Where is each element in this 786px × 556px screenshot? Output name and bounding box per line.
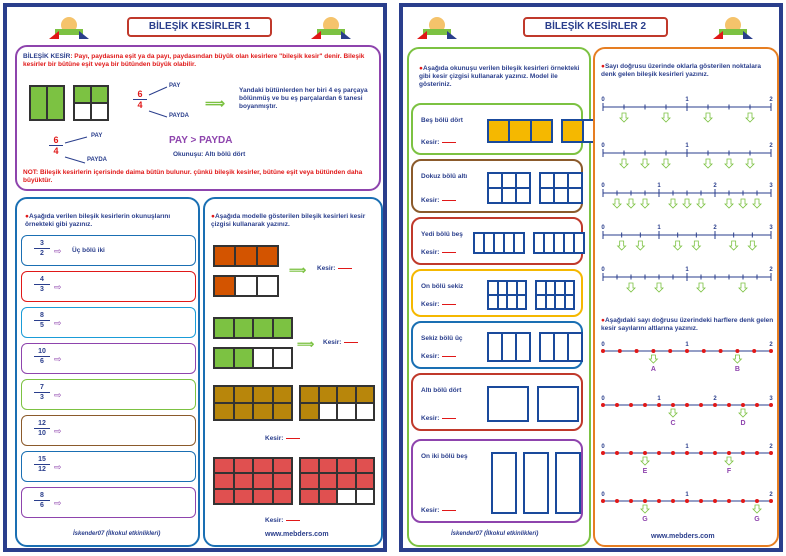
fraction-row[interactable] — [21, 379, 196, 410]
number-lines — [595, 49, 781, 549]
exercise-item — [411, 217, 583, 265]
point — [719, 349, 723, 353]
mascot-right-icon — [709, 13, 757, 43]
pointer-lines — [147, 83, 171, 123]
point — [702, 349, 706, 353]
arrow-icon: ⇨ — [54, 390, 62, 400]
mascot-left-icon — [45, 13, 93, 43]
arrow-icon: ⇨ — [54, 354, 62, 364]
arrow-icon: ⇨ — [54, 498, 62, 508]
fraction: 10 6 — [34, 348, 50, 365]
green-arrow-icon — [683, 199, 691, 208]
point — [752, 349, 756, 353]
point — [727, 451, 731, 455]
model-green-2 — [213, 347, 293, 369]
green-arrow-icon — [669, 409, 677, 417]
tick-label: 3 — [769, 225, 773, 231]
tick-label: 2 — [769, 342, 773, 348]
kesir-answer[interactable]: Kesir: — [421, 301, 456, 308]
tick-label: 0 — [601, 267, 605, 273]
point — [643, 451, 647, 455]
kesir-answer[interactable]: Kesir: — [421, 353, 456, 360]
tick-label: 0 — [601, 492, 605, 498]
tick-label: 1 — [657, 183, 661, 189]
point — [699, 451, 703, 455]
item-label: Beş bölü dört — [421, 117, 463, 124]
model-orange-2 — [213, 275, 279, 297]
fraction-row[interactable] — [21, 235, 196, 266]
point — [671, 499, 675, 503]
point — [741, 403, 745, 407]
item-label: Yedi bölü beş — [421, 231, 463, 238]
green-arrow-icon — [739, 283, 747, 292]
point — [629, 499, 633, 503]
point — [601, 451, 605, 455]
item-label: Altı bölü dört — [421, 387, 462, 394]
kesir-answer[interactable]: Kesir: — [421, 507, 456, 514]
exercise-item — [411, 439, 583, 523]
point-letter: A — [650, 366, 656, 373]
fraction-model — [473, 232, 525, 254]
pay-label: PAY — [169, 83, 181, 89]
definition-text: BİLEŞİK KESİR: Payı, paydasına eşit ya da payı, paydasından büyük olan kesirlere "bileşik kesir" denir. Bileşik kesirler bir bütüne eşit veya bir bütünden büyük olabilir. — [23, 53, 365, 68]
green-arrow-icon — [641, 199, 649, 208]
green-arrow-icon — [725, 159, 733, 168]
green-arrow-icon — [725, 199, 733, 208]
pay-payda-rule: PAY > PAYDA — [169, 135, 233, 146]
green-arrow-icon — [613, 199, 621, 208]
green-arrow-icon — [674, 241, 682, 250]
tick-label: 1 — [685, 492, 689, 498]
tick-label: 0 — [601, 97, 605, 103]
right-instruction-2: ●Aşağıdaki sayı doğrusu üzerindeki harflere denk gelen kesir sayılarını altlarına yazınız. — [601, 317, 774, 332]
footer-website: www.mebders.com — [265, 531, 329, 538]
point — [699, 499, 703, 503]
fraction-model — [487, 119, 553, 143]
point — [601, 349, 605, 353]
item-label: Dokuz bölü altı — [421, 173, 468, 180]
point — [727, 499, 731, 503]
footer-website: www.mebders.com — [651, 533, 715, 540]
fraction-model — [533, 232, 585, 254]
page-title: BİLEŞİK KESİRLER 2 — [523, 17, 668, 37]
kesir-answer-4[interactable]: Kesir: — [265, 517, 300, 524]
green-arrow-icon — [641, 159, 649, 168]
point — [713, 403, 717, 407]
fraction: 8 6 — [34, 492, 50, 509]
tick-label: 2 — [769, 444, 773, 450]
point — [769, 499, 773, 503]
tick-label: 2 — [769, 267, 773, 273]
green-arrow-icon — [748, 241, 756, 250]
item-label: On bölü sekiz — [421, 283, 464, 290]
tick-label: 3 — [769, 183, 773, 189]
point — [769, 451, 773, 455]
arrow-icon: ⇨ — [54, 282, 62, 292]
tick-label: 0 — [601, 396, 605, 402]
model-green-1 — [213, 317, 293, 339]
point-letter: G — [754, 516, 760, 523]
tick-label: 1 — [657, 396, 661, 402]
tick-label: 2 — [713, 183, 717, 189]
point-letter: C — [670, 420, 676, 427]
green-arrow-icon — [641, 457, 649, 465]
green-arrow-icon — [746, 113, 754, 122]
green-arrow-icon — [739, 409, 747, 417]
point — [685, 499, 689, 503]
fraction-model — [555, 452, 581, 514]
definition-box — [15, 45, 381, 191]
fraction-model — [539, 332, 583, 362]
green-arrow-icon — [655, 283, 663, 292]
whole-model-1 — [29, 85, 65, 121]
tick-label: 2 — [769, 143, 773, 149]
footer-author: İskender07 (İlkokul etkinlikleri) — [451, 531, 539, 537]
explain-text: Yandaki bütünlerden her biri 4 eş parçaya bölünmüş ve bu eş parçalardan 6 tanesi boyanmıştır. — [239, 87, 368, 110]
example-fraction: 6 4 — [49, 135, 63, 156]
fraction-row[interactable] — [21, 451, 196, 482]
tick-label: 2 — [713, 225, 717, 231]
fraction-model — [537, 386, 579, 422]
exercise-item — [411, 159, 583, 213]
right-instruction: ●Sayı doğrusu üzerinde oklarla gösterilen noktalara denk gelen bileşik kesirleri yazınız. — [601, 63, 761, 78]
fraction: 7 3 — [34, 384, 50, 401]
point — [685, 349, 689, 353]
green-arrow-icon — [662, 113, 670, 122]
exercise-item — [411, 103, 583, 155]
tick-label: 1 — [685, 267, 689, 273]
tick-label: 2 — [713, 396, 717, 402]
page-title: BİLEŞİK KESİRLER 1 — [127, 17, 272, 37]
point — [657, 499, 661, 503]
right-instruction: ●Aşağıda modelle gösterilen bileşik kesirleri kesir çizgisi kullanarak yazınız. — [211, 213, 366, 228]
point — [629, 403, 633, 407]
green-arrow-icon — [618, 241, 626, 250]
point — [643, 403, 647, 407]
point — [615, 451, 619, 455]
fraction: 12 10 — [34, 420, 50, 437]
point-letter: E — [642, 468, 648, 475]
point — [727, 403, 731, 407]
kesir-answer-3[interactable]: Kesir: — [265, 435, 300, 442]
point — [741, 499, 745, 503]
arrow-icon: ⟹ — [289, 263, 307, 277]
item-label: On iki bölü beş — [421, 453, 468, 460]
point-letter: G — [642, 516, 648, 523]
point — [651, 349, 655, 353]
arrow-icon: ⟹ — [205, 95, 226, 111]
point — [643, 499, 647, 503]
worksheet-1 — [3, 3, 387, 552]
fraction-row[interactable] — [21, 307, 196, 338]
green-arrow-icon — [627, 199, 635, 208]
point — [657, 403, 661, 407]
tick-label: 2 — [769, 492, 773, 498]
point — [635, 349, 639, 353]
green-arrow-icon — [753, 199, 761, 208]
fraction-row[interactable] — [21, 415, 196, 446]
green-arrow-icon — [733, 355, 741, 363]
point — [615, 403, 619, 407]
green-arrow-icon — [697, 199, 705, 208]
model-fraction: 6 4 — [133, 89, 147, 110]
kesir-answer-2[interactable]: Kesir: — [323, 339, 358, 346]
green-arrow-icon — [725, 457, 733, 465]
fraction-model — [491, 452, 517, 514]
fraction-model — [523, 452, 549, 514]
reading-answer[interactable]: Üç bölü iki — [72, 247, 105, 254]
green-arrow-icon — [669, 199, 677, 208]
exercise-item — [411, 321, 583, 369]
tick-label: 0 — [601, 342, 605, 348]
kesir-answer[interactable]: Kesir: — [421, 139, 456, 146]
green-arrow-icon — [753, 505, 761, 513]
note-text: NOT: Bileşik kesirlerin içerisinde daima bütün bulunur. çünkü bileşik kesirler, bütüne eşit veya bütünden daha büyüktür. — [23, 169, 363, 184]
point — [769, 403, 773, 407]
point — [601, 499, 605, 503]
point — [755, 499, 759, 503]
point — [735, 349, 739, 353]
green-arrow-icon — [697, 283, 705, 292]
tick-label: 0 — [601, 183, 605, 189]
fraction: 3 2 — [34, 240, 50, 257]
mascot-right-icon — [307, 13, 355, 43]
fraction-model — [539, 172, 583, 204]
point — [629, 451, 633, 455]
tick-label: 0 — [601, 444, 605, 450]
footer-author: İskender07 (İlkokul etkinlikleri) — [73, 531, 161, 537]
model-orange-1 — [213, 245, 279, 267]
model-exercise — [203, 197, 383, 547]
fraction: 8 5 — [34, 312, 50, 329]
fraction-model — [487, 386, 529, 422]
fraction: 4 3 — [34, 276, 50, 293]
green-arrow-icon — [649, 355, 657, 363]
worksheet-2 — [399, 3, 783, 552]
tick-label: 0 — [601, 143, 605, 149]
point — [755, 403, 759, 407]
point — [685, 403, 689, 407]
kesir-answer[interactable]: Kesir: — [421, 415, 456, 422]
green-arrow-icon — [704, 159, 712, 168]
green-arrow-icon — [641, 505, 649, 513]
exercise-item — [411, 373, 583, 431]
arrow-icon: ⇨ — [54, 462, 62, 472]
numberline-exercise — [593, 47, 779, 547]
point — [601, 403, 605, 407]
point — [668, 349, 672, 353]
point-letter: D — [740, 420, 746, 427]
green-arrow-icon — [704, 113, 712, 122]
fraction-row[interactable] — [21, 271, 196, 302]
tick-label: 0 — [601, 225, 605, 231]
arrow-icon: ⇨ — [54, 426, 62, 436]
point-letter: F — [726, 468, 732, 475]
tick-label: 2 — [769, 97, 773, 103]
kesir-answer-1[interactable]: Kesir: — [317, 265, 352, 272]
tick-label: 1 — [685, 342, 689, 348]
point — [699, 403, 703, 407]
tick-label: 1 — [685, 444, 689, 450]
arrow-icon: ⇨ — [54, 246, 62, 256]
green-arrow-icon — [730, 241, 738, 250]
fraction-row[interactable] — [21, 487, 196, 518]
tick-label: 1 — [657, 225, 661, 231]
model-olive-1 — [213, 385, 293, 421]
point — [685, 451, 689, 455]
pay-label-2: PAY — [91, 133, 103, 139]
tick-label: 3 — [769, 396, 773, 402]
green-arrow-icon — [662, 159, 670, 168]
kesir-answer[interactable]: Kesir: — [421, 249, 456, 256]
model-red-1 — [213, 457, 293, 505]
fraction-model — [487, 332, 531, 362]
pointer-lines-2 — [63, 133, 91, 167]
payda-label-2: PAYDA — [87, 157, 108, 163]
item-label: Sekiz bölü üç — [421, 335, 463, 342]
payda-label: PAYDA — [169, 113, 190, 119]
tick-label: 1 — [685, 97, 689, 103]
green-arrow-icon — [739, 199, 747, 208]
arrow-icon: ⇨ — [54, 318, 62, 328]
fraction-model — [487, 280, 527, 310]
green-arrow-icon — [627, 283, 635, 292]
mascot-left-icon — [413, 13, 461, 43]
green-arrow-icon — [620, 159, 628, 168]
fraction-model — [535, 280, 575, 310]
model-red-2 — [299, 457, 375, 505]
left-instruction: ●Aşağıda okunuşu verilen bileşik kesirleri örnekteki gibi kesir çizgisi kullanarak yazınız. Model ile gösteriniz. — [419, 65, 580, 88]
point — [618, 349, 622, 353]
tick-label: 1 — [685, 143, 689, 149]
model-olive-2 — [299, 385, 375, 421]
fraction: 15 12 — [34, 456, 50, 473]
point — [713, 451, 717, 455]
point — [769, 349, 773, 353]
exercise-item — [411, 269, 583, 317]
whole-model-2 — [73, 85, 109, 121]
point — [657, 451, 661, 455]
okunusu-text: Okunuşu: Altı bölü dört — [173, 151, 246, 158]
kesir-answer[interactable]: Kesir: — [421, 197, 456, 204]
point — [741, 451, 745, 455]
green-arrow-icon — [620, 113, 628, 122]
point — [713, 499, 717, 503]
point-letter: B — [734, 366, 740, 373]
fraction-model — [487, 172, 531, 204]
arrow-icon: ⟹ — [297, 337, 315, 351]
point — [755, 451, 759, 455]
left-instruction: ●Aşağıda verilen bileşik kesirlerin okunuşlarını örnekteki gibi yazınız. — [25, 213, 171, 228]
green-arrow-icon — [746, 159, 754, 168]
point — [671, 403, 675, 407]
point — [671, 451, 675, 455]
green-arrow-icon — [636, 241, 644, 250]
fraction-row[interactable] — [21, 343, 196, 374]
green-arrow-icon — [692, 241, 700, 250]
point — [615, 499, 619, 503]
